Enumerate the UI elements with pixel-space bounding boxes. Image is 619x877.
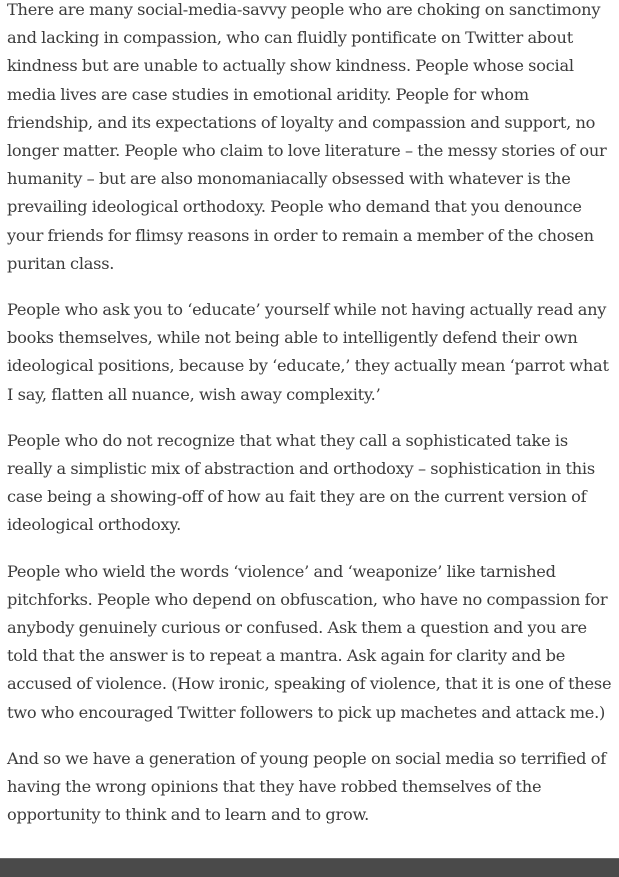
article-body	[7, 0, 613, 847]
article-paragraph: People who ask you to ‘educate’ yourself while not having actually read any books themselves, while not being able to intelligently defend their own ideological positions, because by ‘educate,’ they actually mean ‘parrot what I say, flatten all nuance, wish away complexity.’	[7, 300, 609, 404]
article-paragraph: People who do not recognize that what they call a sophisticated take is really a simplistic mix of abstraction and orthodoxy – sophistication in this case being a showing-off of how au fait they are on the current version of ideological orthodoxy.	[7, 430, 595, 535]
article-paragraph: People who wield the words ‘violence’ and ‘weaponize’ like tarnished pitchforks. People who depend on obfuscation, who have no compassion for anybody genuinely curious or confused. Ask them a question and you are told that the answer is to repeat a mantra. Ask again for clarity and be accused of violence. (How ironic, speaking of violence, that it is one of these two who encouraged Twitter followers to pick up machetes and attack me.)	[7, 561, 612, 722]
article-paragraph: There are many social-media-savvy people who are choking on sanctimony and lacking in compassion, who can fluidly pontificate on Twitter about kindness but are unable to actually show kindness. People whose social media lives are case studies in emotional aridity. People for whom friendship, and its expectations of loyalty and compassion and support, no longer matter. People who claim to love literature – the messy stories of our humanity – but are also monomaniacally obsessed with whatever is the prevailing ideological orthodoxy. People who demand that you denounce your friends for flimsy reasons in order to remain a member of the chosen puritan class.	[7, 0, 607, 273]
article-paragraph: And so we have a generation of young people on social media so terrified of having the wrong opinions that they have robbed themselves of the opportunity to think and to learn and to grow.	[7, 748, 606, 825]
bottom-toolbar	[0, 858, 619, 877]
